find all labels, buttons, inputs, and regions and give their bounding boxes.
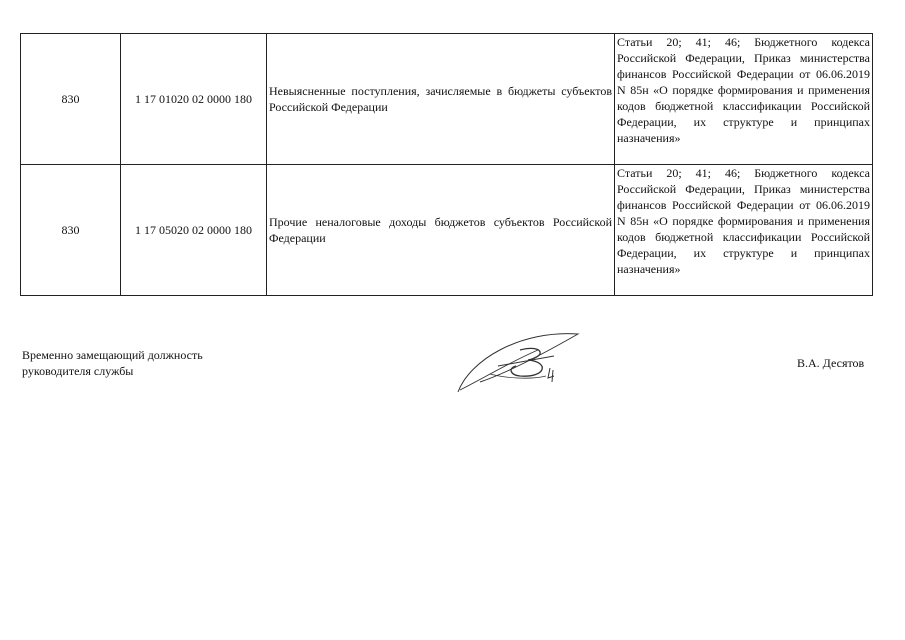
legal-basis-cell: Статьи 20; 41; 46; Бюджетного кодекса Российской Федерации, Приказ министерства финансов Российской Федерации от 06.06.2019 N 85н «О порядке формирования и применения кодов бюджетной классификации Российской Федерации, их структуре и принципах назначения» [615,34,873,165]
table-row [21,165,873,296]
table-row [21,34,873,165]
signer-position [22,347,203,379]
signer-name: В.А. Десятов [797,356,865,370]
kbk-code-cell: 1 17 05020 02 0000 180 [121,165,267,296]
kbk-code-cell: 1 17 01020 02 0000 180 [121,34,267,165]
revenue-codes-table [20,33,873,296]
legal-basis-cell: Статьи 20; 41; 46; Бюджетного кодекса Российской Федерации, Приказ министерства финансов Российской Федерации от 06.06.2019 N 85н «О порядке формирования и применения кодов бюджетной классификации Российской Федерации, их структуре и принципах назначения» [615,165,873,296]
admin-code-cell: 830 [21,34,121,165]
signer-position-line1: Временно замещающий должность [22,348,203,362]
revenue-name-cell: Прочие неналоговые доходы бюджетов субъектов Российской Федерации [267,165,615,296]
signer-position-line2: руководителя службы [22,364,134,378]
revenue-name-cell: Невыясненные поступления, зачисляемые в бюджеты субъектов Российской Федерации [267,34,615,165]
handwritten-signature [450,320,590,400]
admin-code-cell: 830 [21,165,121,296]
